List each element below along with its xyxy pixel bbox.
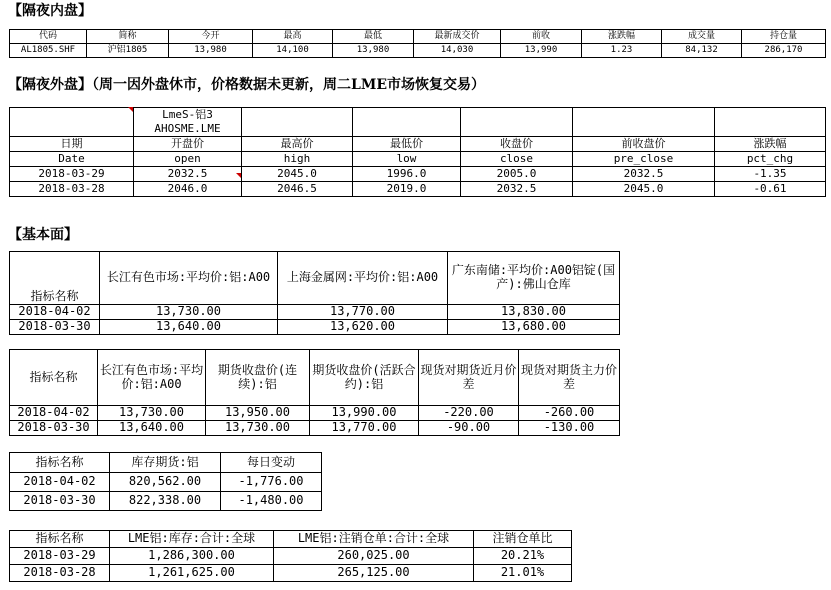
table-cell: 13,980: [333, 44, 414, 58]
table-row: [10, 305, 620, 320]
table-cell: -1.35: [715, 167, 826, 182]
table-cell: 21.01%: [474, 565, 572, 582]
header-cell: 广东南储:平均价:A00铝锭(国产):佛山仓库: [448, 252, 620, 305]
table-cell: -1,480.00: [221, 492, 322, 511]
table-cell: 13,990.00: [310, 406, 419, 421]
header-cell: 期货收盘价(活跃合约):铝: [310, 350, 419, 406]
header-cell: 现货对期货近月价差: [419, 350, 519, 406]
header-cell: LME铝:库存:合计:全球: [110, 531, 274, 548]
table-cell: 13,950.00: [206, 406, 310, 421]
table-cell: 13,990: [501, 44, 582, 58]
header-cell: 简称: [87, 30, 169, 44]
table-cell: 2005.0: [461, 167, 573, 182]
header-cell: 指标名称: [10, 453, 110, 473]
table-cell: 2018-03-28: [10, 565, 110, 582]
table-cell: -130.00: [519, 421, 620, 436]
header-cell: 最高: [253, 30, 333, 44]
section-title-overseas: 【隔夜外盘】（周一因外盘休市，价格数据未更新，周二LME市场恢复交易）: [8, 77, 486, 93]
table-cell: 2018-03-30: [10, 492, 110, 511]
table-cell: 13,830.00: [448, 305, 620, 320]
table-cell: 2018-03-29: [10, 548, 110, 565]
lme-inventory-table: [9, 530, 572, 582]
table-row: [10, 565, 572, 582]
table-row: [10, 406, 620, 421]
inventory-table: [9, 452, 322, 511]
header-cell: 持仓量: [742, 30, 826, 44]
lme-price-table: [9, 107, 826, 197]
table-header-row: [10, 531, 572, 548]
table-cell: 13,980: [169, 44, 253, 58]
table-cell: 2018-03-30: [10, 421, 98, 436]
header-cell: 长江有色市场:平均价:铝:A00: [100, 252, 278, 305]
table-cell: 13,640.00: [98, 421, 206, 436]
table-row: [10, 182, 826, 197]
table-cell: 20.21%: [474, 548, 572, 565]
header-cell: 收盘价: [461, 137, 573, 152]
header-label-cell: 指标名称: [10, 350, 98, 406]
table-cell: -260.00: [519, 406, 620, 421]
header-cell: pct_chg: [715, 152, 826, 167]
header-cell: 期货收盘价(连续):铝: [206, 350, 310, 406]
table-row: [10, 548, 572, 565]
table-row: [10, 492, 322, 511]
table-row: [10, 473, 322, 492]
table-cell: 822,338.00: [110, 492, 221, 511]
header-cell: 现货对期货主力价差: [519, 350, 620, 406]
table-cell: 2032.5: [573, 167, 715, 182]
table-cell: -1,776.00: [221, 473, 322, 492]
comment-marker-icon: [128, 107, 133, 112]
section-title-domestic: 【隔夜内盘】: [8, 3, 92, 19]
table-header-row: [10, 152, 826, 167]
table-row: [10, 44, 826, 58]
section-title-fundamentals: 【基本面】: [8, 227, 78, 243]
instrument-code: AHOSME.LME: [134, 122, 242, 137]
table-cell: 2018-04-02: [10, 473, 110, 492]
header-cell: 最低: [333, 30, 414, 44]
header-cell: 涨跌幅: [582, 30, 662, 44]
table-cell: 286,170: [742, 44, 826, 58]
table-row: [10, 320, 620, 335]
table-cell: 1,261,625.00: [110, 565, 274, 582]
header-cell: close: [461, 152, 573, 167]
header-cell: open: [134, 152, 242, 167]
table-cell: 84,132: [662, 44, 742, 58]
header-cell: 成交量: [662, 30, 742, 44]
table-cell: 13,620.00: [278, 320, 448, 335]
table-cell: 13,680.00: [448, 320, 620, 335]
table-cell: 2032.5: [461, 182, 573, 197]
table-cell: -90.00: [419, 421, 519, 436]
table-cell: 2045.0: [573, 182, 715, 197]
table-cell: 2018-03-29: [10, 167, 134, 182]
table-cell: 2032.5: [134, 167, 242, 182]
table-cell: 2018-04-02: [10, 406, 98, 421]
table-cell: 2046.0: [134, 182, 242, 197]
futures-spread-table: [9, 349, 620, 436]
table-cell: 2019.0: [353, 182, 461, 197]
table-row: [10, 122, 826, 137]
header-cell: LME铝:注销仓单:合计:全球: [274, 531, 474, 548]
instrument-name: LmeS-铝3: [134, 108, 242, 123]
table-cell: 13,730.00: [100, 305, 278, 320]
header-cell: 最低价: [353, 137, 461, 152]
table-cell: 1996.0: [353, 167, 461, 182]
table-row: [10, 421, 620, 436]
domestic-market-table: [9, 29, 826, 58]
table-cell: 13,770.00: [278, 305, 448, 320]
header-cell: 库存期货:铝: [110, 453, 221, 473]
table-cell: 2046.5: [242, 182, 353, 197]
header-cell: 今开: [169, 30, 253, 44]
table-cell: 2018-03-28: [10, 182, 134, 197]
header-cell: 注销仓单比: [474, 531, 572, 548]
header-cell: Date: [10, 152, 134, 167]
table-cell: -0.61: [715, 182, 826, 197]
header-cell: 长江有色市场:平均价:铝:A00: [98, 350, 206, 406]
table-cell: 沪铝1805: [87, 44, 169, 58]
table-header-row: [10, 137, 826, 152]
header-cell: 前收: [501, 30, 582, 44]
table-header-row: [10, 30, 826, 44]
table-cell: -220.00: [419, 406, 519, 421]
table-cell: 2045.0: [242, 167, 353, 182]
header-cell: low: [353, 152, 461, 167]
table-cell: 13,640.00: [100, 320, 278, 335]
header-cell: high: [242, 152, 353, 167]
table-header-row: [10, 252, 620, 305]
table-header-row: [10, 453, 322, 473]
header-cell: 指标名称: [10, 531, 110, 548]
header-cell: 开盘价: [134, 137, 242, 152]
table-cell: 14,100: [253, 44, 333, 58]
table-cell: 13,730.00: [206, 421, 310, 436]
header-cell: pre_close: [573, 152, 715, 167]
header-cell: 涨跌幅: [715, 137, 826, 152]
comment-marker-icon: [236, 173, 241, 178]
table-cell: 13,730.00: [98, 406, 206, 421]
header-cell: 日期: [10, 137, 134, 152]
header-cell: 代码: [10, 30, 87, 44]
table-cell: 2018-04-02: [10, 305, 100, 320]
table-cell: 820,562.00: [110, 473, 221, 492]
table-row: [10, 167, 826, 182]
header-cell: 最新成交价: [414, 30, 501, 44]
header-cell: 最高价: [242, 137, 353, 152]
table-cell: 1.23: [582, 44, 662, 58]
table-cell: 1,286,300.00: [110, 548, 274, 565]
table-header-row: [10, 350, 620, 406]
header-label-cell: 指标名称: [10, 252, 100, 305]
spot-price-table: [9, 251, 620, 335]
table-cell: 14,030: [414, 44, 501, 58]
header-cell: 前收盘价: [573, 137, 715, 152]
header-cell: 每日变动: [221, 453, 322, 473]
header-cell: 上海金属网:平均价:铝:A00: [278, 252, 448, 305]
table-cell: 260,025.00: [274, 548, 474, 565]
table-cell: 265,125.00: [274, 565, 474, 582]
table-cell: 13,770.00: [310, 421, 419, 436]
table-cell: 2018-03-30: [10, 320, 100, 335]
table-cell: AL1805.SHF: [10, 44, 87, 58]
